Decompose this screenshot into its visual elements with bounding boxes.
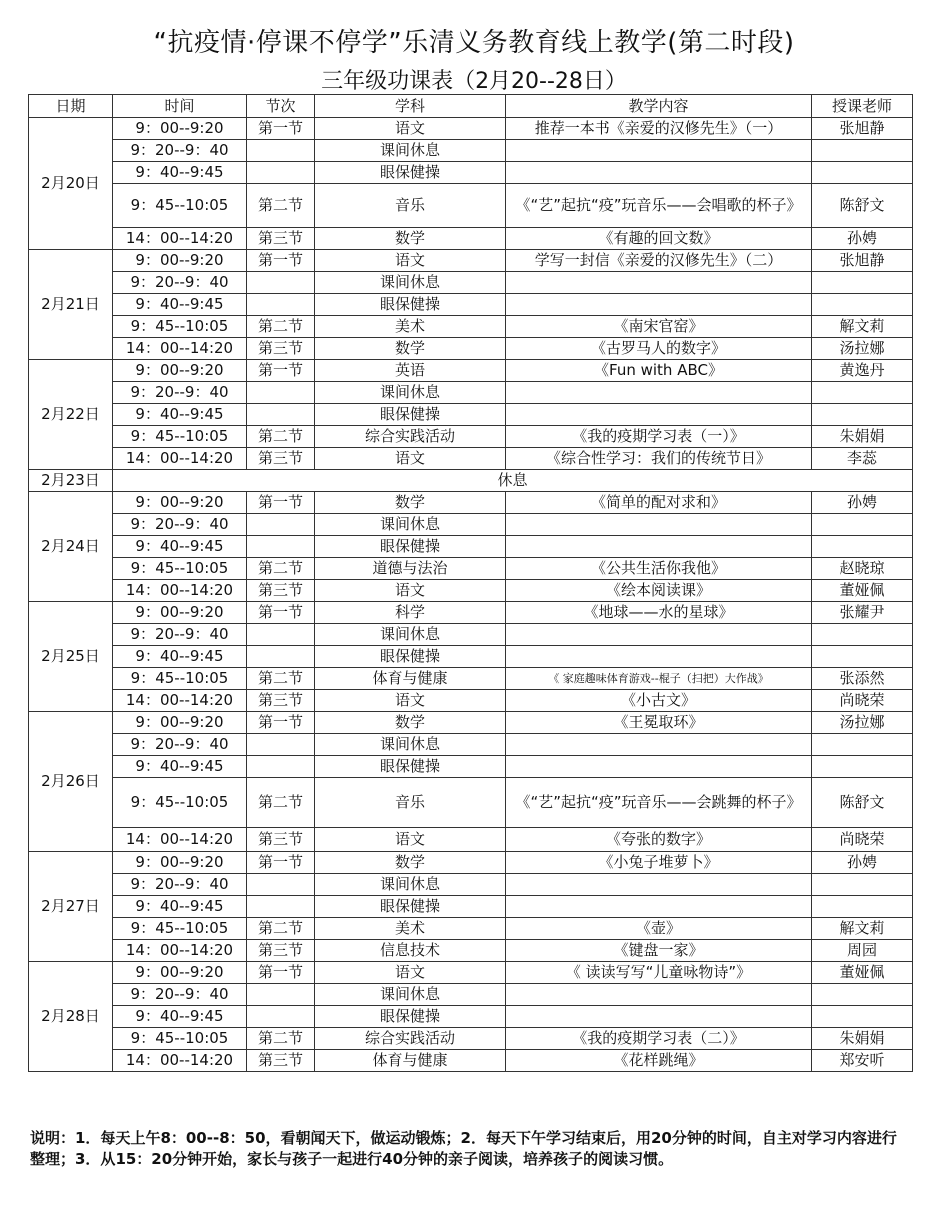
- teacher-cell: 汤拉娜: [812, 712, 913, 734]
- period-cell: [247, 162, 315, 184]
- period-cell: 第一节: [247, 962, 315, 984]
- teacher-cell: 张旭静: [812, 118, 913, 140]
- subject-cell: 道德与法治: [315, 558, 506, 580]
- period-cell: 第三节: [247, 338, 315, 360]
- table-row: [29, 646, 913, 668]
- subject-cell: 数学: [315, 852, 506, 874]
- subject-cell: 信息技术: [315, 940, 506, 962]
- teacher-cell: 朱娟娟: [812, 1028, 913, 1050]
- period-cell: [247, 896, 315, 918]
- content-cell: 《古罗马人的数字》: [506, 338, 812, 360]
- content-cell: [506, 140, 812, 162]
- table-row: [29, 1006, 913, 1028]
- content-cell: [506, 162, 812, 184]
- teacher-cell: [812, 536, 913, 558]
- subject-cell: 课间休息: [315, 624, 506, 646]
- header-period: 节次: [247, 95, 315, 118]
- subject-cell: 音乐: [315, 184, 506, 228]
- header-subject: 学科: [315, 95, 506, 118]
- teacher-cell: 朱娟娟: [812, 426, 913, 448]
- teacher-cell: 解文莉: [812, 316, 913, 338]
- schedule-table: [28, 94, 913, 1072]
- table-row: [29, 360, 913, 382]
- content-cell: 《简单的配对求和》: [506, 492, 812, 514]
- time-cell: 9：40--9:45: [113, 1006, 247, 1028]
- teacher-cell: [812, 984, 913, 1006]
- table-row: [29, 896, 913, 918]
- time-cell: 9：45--10:05: [113, 778, 247, 828]
- time-cell: 9：00--9:20: [113, 118, 247, 140]
- period-cell: [247, 1006, 315, 1028]
- subject-cell: 综合实践活动: [315, 1028, 506, 1050]
- teacher-cell: [812, 1006, 913, 1028]
- teacher-cell: 孙娉: [812, 228, 913, 250]
- content-cell: [506, 272, 812, 294]
- table-row: [29, 492, 913, 514]
- subject-cell: 课间休息: [315, 382, 506, 404]
- table-row: [29, 514, 913, 536]
- teacher-cell: [812, 140, 913, 162]
- time-cell: 9：40--9:45: [113, 294, 247, 316]
- time-cell: 9：40--9:45: [113, 536, 247, 558]
- table-row: [29, 940, 913, 962]
- period-cell: [247, 294, 315, 316]
- period-cell: 第一节: [247, 852, 315, 874]
- content-cell: [506, 646, 812, 668]
- time-cell: 9：45--10:05: [113, 316, 247, 338]
- period-cell: 第三节: [247, 448, 315, 470]
- period-cell: 第二节: [247, 426, 315, 448]
- content-cell: [506, 896, 812, 918]
- teacher-cell: 汤拉娜: [812, 338, 913, 360]
- subject-cell: 课间休息: [315, 874, 506, 896]
- period-cell: 第三节: [247, 1050, 315, 1072]
- period-cell: 第三节: [247, 228, 315, 250]
- table-row: [29, 1028, 913, 1050]
- teacher-cell: [812, 272, 913, 294]
- time-cell: 14：00--14:20: [113, 828, 247, 852]
- teacher-cell: 郑安听: [812, 1050, 913, 1072]
- table-row: [29, 984, 913, 1006]
- time-cell: 14：00--14:20: [113, 1050, 247, 1072]
- period-cell: 第一节: [247, 250, 315, 272]
- subject-cell: 数学: [315, 338, 506, 360]
- table-row: [29, 558, 913, 580]
- rest-day-cell: 休息: [113, 470, 913, 492]
- time-cell: 9：40--9:45: [113, 646, 247, 668]
- teacher-cell: [812, 896, 913, 918]
- table-row: [29, 852, 913, 874]
- content-cell: [506, 382, 812, 404]
- period-cell: 第二节: [247, 558, 315, 580]
- teacher-cell: [812, 874, 913, 896]
- content-cell: [506, 984, 812, 1006]
- period-cell: 第三节: [247, 580, 315, 602]
- subject-cell: 课间休息: [315, 272, 506, 294]
- subject-cell: 语文: [315, 580, 506, 602]
- period-cell: [247, 536, 315, 558]
- subject-cell: 体育与健康: [315, 1050, 506, 1072]
- teacher-cell: [812, 294, 913, 316]
- content-cell: 《绘本阅读课》: [506, 580, 812, 602]
- subject-cell: 课间休息: [315, 734, 506, 756]
- teacher-cell: [812, 624, 913, 646]
- subject-cell: 美术: [315, 316, 506, 338]
- period-cell: [247, 514, 315, 536]
- period-cell: 第二节: [247, 1028, 315, 1050]
- period-cell: 第二节: [247, 184, 315, 228]
- table-row: [29, 272, 913, 294]
- period-cell: [247, 984, 315, 1006]
- content-cell: 《公共生活你我他》: [506, 558, 812, 580]
- table-row: [29, 382, 913, 404]
- content-cell: 《花样跳绳》: [506, 1050, 812, 1072]
- teacher-cell: 孙娉: [812, 852, 913, 874]
- page-subtitle: 三年级功课表（2月20--28日）: [321, 69, 627, 94]
- subject-cell: 眼保健操: [315, 294, 506, 316]
- content-cell: 《小兔子堆萝卜》: [506, 852, 812, 874]
- table-row: [29, 140, 913, 162]
- date-cell: 2月23日: [29, 470, 113, 492]
- content-cell: [506, 294, 812, 316]
- teacher-cell: [812, 382, 913, 404]
- content-cell: 《地球——水的星球》: [506, 602, 812, 624]
- time-cell: 9：45--10:05: [113, 184, 247, 228]
- time-cell: 9：45--10:05: [113, 1028, 247, 1050]
- period-cell: 第一节: [247, 712, 315, 734]
- time-cell: 9：20--9：40: [113, 984, 247, 1006]
- table-row: [29, 316, 913, 338]
- content-cell: 《我的疫期学习表（二）》: [506, 1028, 812, 1050]
- subject-cell: 语文: [315, 962, 506, 984]
- time-cell: 9：20--9：40: [113, 140, 247, 162]
- teacher-cell: 尚晓荣: [812, 828, 913, 852]
- teacher-cell: 张添然: [812, 668, 913, 690]
- time-cell: 14：00--14:20: [113, 580, 247, 602]
- date-cell: 2月22日: [29, 360, 113, 470]
- header-date: 日期: [29, 95, 113, 118]
- table-row: [29, 734, 913, 756]
- header-time: 时间: [113, 95, 247, 118]
- subject-cell: 眼保健操: [315, 756, 506, 778]
- time-cell: 9：00--9:20: [113, 250, 247, 272]
- subject-cell: 语文: [315, 250, 506, 272]
- table-row: [29, 448, 913, 470]
- table-row: [29, 874, 913, 896]
- table-row: [29, 756, 913, 778]
- content-cell: [506, 536, 812, 558]
- subject-cell: 语文: [315, 690, 506, 712]
- period-cell: 第二节: [247, 316, 315, 338]
- table-row: [29, 338, 913, 360]
- teacher-cell: 董娅佩: [812, 580, 913, 602]
- date-cell: 2月20日: [29, 118, 113, 250]
- teacher-cell: 陈舒文: [812, 184, 913, 228]
- content-cell: 推荐一本书《亲爱的汉修先生》（一）: [506, 118, 812, 140]
- period-cell: [247, 734, 315, 756]
- time-cell: 9：20--9：40: [113, 874, 247, 896]
- time-cell: 9：20--9：40: [113, 624, 247, 646]
- time-cell: 9：00--9:20: [113, 602, 247, 624]
- subject-cell: 语文: [315, 828, 506, 852]
- period-cell: [247, 624, 315, 646]
- subject-cell: 课间休息: [315, 984, 506, 1006]
- time-cell: 9：20--9：40: [113, 734, 247, 756]
- table-row: [29, 602, 913, 624]
- table-row: [29, 962, 913, 984]
- date-cell: 2月28日: [29, 962, 113, 1072]
- teacher-cell: [812, 756, 913, 778]
- content-cell: 《王冕取环》: [506, 712, 812, 734]
- table-row: [29, 778, 913, 828]
- period-cell: 第三节: [247, 828, 315, 852]
- table-row: [29, 426, 913, 448]
- period-cell: 第一节: [247, 360, 315, 382]
- content-cell: 《“艺”起抗“疫”玩音乐——会唱歌的杯子》: [506, 184, 812, 228]
- time-cell: 14：00--14:20: [113, 690, 247, 712]
- table-row: [29, 690, 913, 712]
- content-cell: 《有趣的回文数》: [506, 228, 812, 250]
- subject-cell: 科学: [315, 602, 506, 624]
- teacher-cell: 黄逸丹: [812, 360, 913, 382]
- content-cell: 《Fun with ABC》: [506, 360, 812, 382]
- table-row: [29, 580, 913, 602]
- content-cell: [506, 734, 812, 756]
- teacher-cell: 张旭静: [812, 250, 913, 272]
- teacher-cell: 尚晓荣: [812, 690, 913, 712]
- date-cell: 2月26日: [29, 712, 113, 852]
- time-cell: 9：20--9：40: [113, 514, 247, 536]
- table-row: [29, 404, 913, 426]
- content-cell: 《综合性学习：我们的传统节日》: [506, 448, 812, 470]
- header-teacher: 授课老师: [812, 95, 913, 118]
- table-row: [29, 918, 913, 940]
- teacher-cell: [812, 404, 913, 426]
- teacher-cell: [812, 514, 913, 536]
- period-cell: [247, 272, 315, 294]
- date-cell: 2月21日: [29, 250, 113, 360]
- table-header-row: [29, 95, 913, 118]
- table-row: [29, 536, 913, 558]
- time-cell: 14：00--14:20: [113, 228, 247, 250]
- content-cell: [506, 756, 812, 778]
- table-row: [29, 250, 913, 272]
- time-cell: 14：00--14:20: [113, 940, 247, 962]
- subject-cell: 课间休息: [315, 514, 506, 536]
- content-cell: 《 读读写写“儿童咏物诗”》: [506, 962, 812, 984]
- date-cell: 2月25日: [29, 602, 113, 712]
- subject-cell: 眼保健操: [315, 404, 506, 426]
- period-cell: 第一节: [247, 492, 315, 514]
- date-cell: 2月24日: [29, 492, 113, 602]
- period-cell: [247, 140, 315, 162]
- table-row: [29, 228, 913, 250]
- subject-cell: 眼保健操: [315, 162, 506, 184]
- time-cell: 9：40--9:45: [113, 896, 247, 918]
- subject-cell: 语文: [315, 448, 506, 470]
- subject-cell: 美术: [315, 918, 506, 940]
- table-row: [29, 828, 913, 852]
- table-row: [29, 712, 913, 734]
- table-row: [29, 294, 913, 316]
- table-row: [29, 668, 913, 690]
- subject-cell: 综合实践活动: [315, 426, 506, 448]
- subject-cell: 课间休息: [315, 140, 506, 162]
- time-cell: 9：00--9:20: [113, 492, 247, 514]
- content-cell: 《壶》: [506, 918, 812, 940]
- time-cell: 14：00--14:20: [113, 338, 247, 360]
- content-cell: 《 家庭趣味体育游戏--棍子（扫把）大作战》: [506, 668, 812, 690]
- header-content: 教学内容: [506, 95, 812, 118]
- time-cell: 9：40--9:45: [113, 162, 247, 184]
- time-cell: 9：00--9:20: [113, 360, 247, 382]
- teacher-cell: 孙娉: [812, 492, 913, 514]
- subject-cell: 数学: [315, 492, 506, 514]
- content-cell: 《南宋官窑》: [506, 316, 812, 338]
- content-cell: 《“艺”起抗“疫”玩音乐——会跳舞的杯子》: [506, 778, 812, 828]
- content-cell: 《键盘一家》: [506, 940, 812, 962]
- teacher-cell: 张耀尹: [812, 602, 913, 624]
- teacher-cell: [812, 734, 913, 756]
- subject-cell: 数学: [315, 712, 506, 734]
- teacher-cell: 董娅佩: [812, 962, 913, 984]
- subject-cell: 数学: [315, 228, 506, 250]
- subject-cell: 眼保健操: [315, 1006, 506, 1028]
- subject-cell: 语文: [315, 118, 506, 140]
- period-cell: 第二节: [247, 778, 315, 828]
- content-cell: 《我的疫期学习表（一）》: [506, 426, 812, 448]
- time-cell: 9：45--10:05: [113, 558, 247, 580]
- teacher-cell: 周园: [812, 940, 913, 962]
- time-cell: 9：00--9:20: [113, 712, 247, 734]
- period-cell: [247, 756, 315, 778]
- time-cell: 9：45--10:05: [113, 426, 247, 448]
- time-cell: 9：40--9:45: [113, 404, 247, 426]
- content-cell: 学写一封信《亲爱的汉修先生》（二）: [506, 250, 812, 272]
- period-cell: [247, 404, 315, 426]
- notes-text: 说明：1．每天上午8：00--8：50，看朝闻天下，做运动锻炼；2．每天下午学习结束后，用20分钟的时间，自主对学习内容进行整理；3．从15：20分钟开始，家长与孩子一起进行40分钟的亲子阅读，培养孩子的阅读习惯。: [30, 1129, 897, 1168]
- content-cell: [506, 874, 812, 896]
- table-row: [29, 184, 913, 228]
- teacher-cell: 李蕊: [812, 448, 913, 470]
- content-cell: [506, 404, 812, 426]
- content-cell: 《小古文》: [506, 690, 812, 712]
- time-cell: 9：20--9：40: [113, 382, 247, 404]
- period-cell: 第三节: [247, 940, 315, 962]
- content-cell: [506, 1006, 812, 1028]
- period-cell: 第二节: [247, 668, 315, 690]
- content-cell: [506, 624, 812, 646]
- table-row: [29, 162, 913, 184]
- teacher-cell: [812, 646, 913, 668]
- period-cell: [247, 382, 315, 404]
- teacher-cell: 赵晓琼: [812, 558, 913, 580]
- time-cell: 9：00--9:20: [113, 852, 247, 874]
- subject-cell: 眼保健操: [315, 646, 506, 668]
- period-cell: [247, 874, 315, 896]
- period-cell: 第一节: [247, 118, 315, 140]
- subject-cell: 眼保健操: [315, 536, 506, 558]
- period-cell: 第二节: [247, 918, 315, 940]
- time-cell: 9：20--9：40: [113, 272, 247, 294]
- table-row: [29, 470, 913, 492]
- time-cell: 9：00--9:20: [113, 962, 247, 984]
- subject-cell: 英语: [315, 360, 506, 382]
- time-cell: 9：40--9:45: [113, 756, 247, 778]
- period-cell: 第一节: [247, 602, 315, 624]
- table-row: [29, 1050, 913, 1072]
- subject-cell: 眼保健操: [315, 896, 506, 918]
- page-title: “抗疫情·停课不停学”乐清义务教育线上教学(第二时段): [153, 28, 795, 58]
- table-row: [29, 624, 913, 646]
- period-cell: [247, 646, 315, 668]
- time-cell: 9：45--10:05: [113, 918, 247, 940]
- table-row: [29, 118, 913, 140]
- date-cell: 2月27日: [29, 852, 113, 962]
- teacher-cell: 陈舒文: [812, 778, 913, 828]
- content-cell: 《夸张的数字》: [506, 828, 812, 852]
- content-cell: [506, 514, 812, 536]
- teacher-cell: 解文莉: [812, 918, 913, 940]
- period-cell: 第三节: [247, 690, 315, 712]
- subject-cell: 音乐: [315, 778, 506, 828]
- time-cell: 14：00--14:20: [113, 448, 247, 470]
- teacher-cell: [812, 162, 913, 184]
- subject-cell: 体育与健康: [315, 668, 506, 690]
- time-cell: 9：45--10:05: [113, 668, 247, 690]
